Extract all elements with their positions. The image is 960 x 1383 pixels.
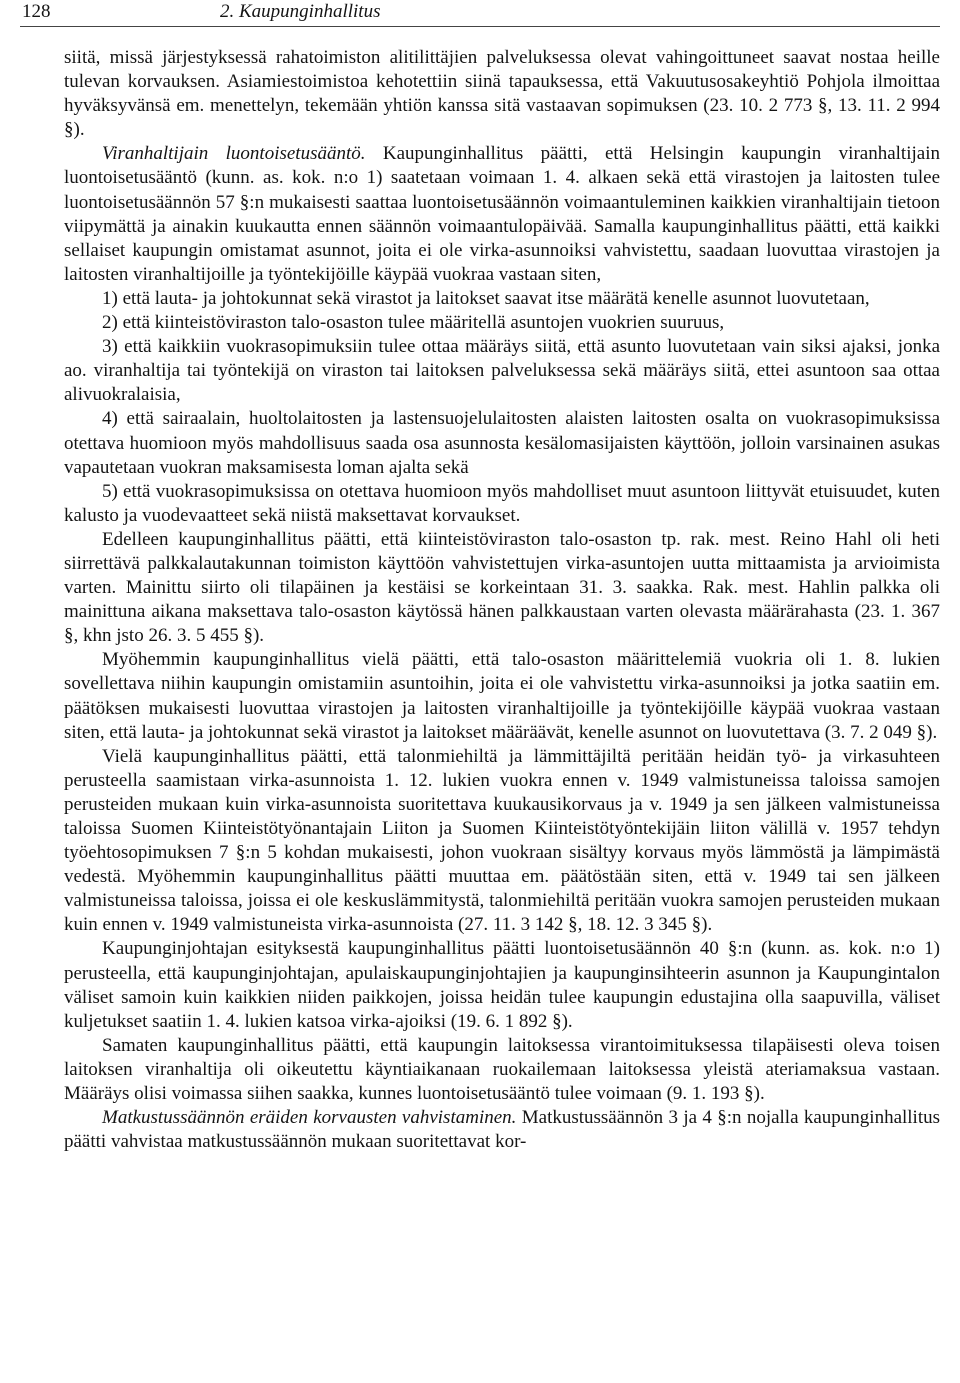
paragraph-text: 3) että kaikkiin vuokrasopimuksiin tulee ottaa määräys siitä, että asunto luovutetaan vain siksi ajaksi, jonka ao. viranhaltija tai työntekijä on viraston tai laitoksen palveluksessa sekä määräys siitä, ettei asuntoon saa ottaa alivuokralaisia,: [64, 336, 940, 406]
list-item: [64, 480, 940, 528]
paragraph: [64, 1106, 940, 1154]
paragraph: [64, 745, 940, 938]
list-item: [64, 287, 940, 311]
paragraph: [64, 528, 940, 648]
running-head: 2. Kaupunginhallitus: [220, 1, 381, 22]
page-header: [20, 0, 940, 27]
section-heading: Viranhaltijain luontoisetusääntö.: [102, 143, 366, 165]
paragraph-text: Myöhemmin kaupunginhallitus vielä päätti, että talo-osaston määrittelemiä vuokria oli 1. 8. lukien sovellettava niihin kaupungin omistamiin asuntoihin, joita ei ole vahvistettu virka-asunnoiksi ja jotka saatiin em. päätöksen mukaisesti luovuttaa virastojen ja laitosten viranhaltijoille ja työntekijöille käypää vuokraa vastaan siten, että lauta- ja johtokunnat sekä virastot ja laitokset määräävät, kenelle asunnot on luovutettava (3. 7. 2 049 §).: [64, 649, 940, 743]
paragraph: [64, 1034, 940, 1106]
paragraph-text: siitä, missä järjestyksessä rahatoimiston alitilittäjien palveluksessa olevat vahingoittuneet saavat nostaa heille tulevan korvauksen. Asiamiestoimistoa kehotettiin siinä tapauksessa, että Vakuutusosakeyhtiö Pohjola ilmoittaa hyväksyvänsä em. menettelyn, tekemään yhtiön kanssa sitä vastaavan sopimuksen (23. 10. 2 773 §, 13. 11. 2 994 §).: [64, 47, 940, 141]
section-heading: Matkustussäännön eräiden korvausten vahvistaminen.: [102, 1107, 517, 1129]
paragraph-text: Vielä kaupunginhallitus päätti, että talonmiehiltä ja lämmittäjiltä peritään heidän työ- ja virkasuhteen perusteella saamistaan virka-asunnoista 1. 12. lukien vuokra ennen v. 1949 valmistuneissa taloissa samojen perusteiden mukaan kuin virka-asunnoista suoritettava kuukausikorvaus ja v. 1949 ja sen jälkeen valmistuneissa taloissa Suomen Kiinteistötyönantajain Liiton ja Suomen Kiinteistötyöntekijäin liiton välillä v. 1957 tehdyn työehtosopimuksen 7 §:n 5 kohdan mukaisesti, johon vuokraan sisältyy korvaus myös lämmöstä ja lämpimästä vedestä. Myöhemmin kaupunginhallitus päätti muuttaa em. päätöstään siten, että v. 1949 tai sen jälkeen valmistuneissa taloissa, joissa ei ole keskuslämmitystä, talonmiehiltä peritään vuokra samojen perusteiden mukaan kuin ennen v. 1949 valmistuneista virka-asunnoista (27. 11. 3 142 §, 18. 12. 3 345 §).: [64, 745, 940, 936]
paragraph-text: Samaten kaupunginhallitus päätti, että kaupungin laitoksessa virantoimituksessa tilapäisesti oleva toisen laitoksen viranhaltija oli oikeutettu käyntiaikanaan ruokailemaan laitoksessa yleistä ateriamaksua vastaan. Määräys olisi voimassa siihen saakka, kunnes luontoisetusääntö tulee voimaan (9. 1. 193 §).: [64, 1034, 940, 1105]
paragraph: [64, 648, 940, 744]
paragraph-text: Edelleen kaupunginhallitus päätti, että kiinteistöviraston talo-osaston tp. rak. mest. Reino Hahl oli heti siirrettävä palkkalautakunnan toimiston käyttöön vahvistettujen virka-asuntojen uutta mittaamista ja arvioimista varten. Mainittu siirto oli tilapäinen ja kestäisi se korkeintaan 31. 3. saakka. Rak. mest. Hahlin palkka oli mainittuna aikana maksettava talo-osaston käytössä hänen palkkaustaan varten olevasta määrärahasta (23. 1. 367 §, khn jsto 26. 3. 5 455 §).: [64, 528, 940, 647]
body-text: [64, 46, 940, 1154]
list-item: [64, 335, 940, 407]
paragraph-text: Matkustussäännön 3 ja 4 §:n nojalla kaupunginhallitus päätti vahvistaa matkustussäännön mukaan suoritettavat kor-: [64, 1107, 941, 1153]
paragraph: [64, 937, 940, 1033]
paragraph: [64, 142, 940, 287]
page-number: 128: [22, 1, 51, 22]
paragraph: [64, 46, 940, 142]
paragraph-text: 1) että lauta- ja johtokunnat sekä virastot ja laitokset saavat itse määrätä kenelle asunnot luovutetaan,: [102, 287, 870, 309]
paragraph-text: 5) että vuokrasopimuksissa on otettava huomioon myös mahdolliset muut asuntoon liittyvät etuisuudet, kuten kalusto ja vuodevaatteet sekä niistä maksettavat korvaukset.: [64, 480, 940, 526]
paragraph-text: Kaupunginhallitus päätti, että Helsingin kaupungin viranhaltijain luontoisetusääntö (kunn. as. kok. n:o 1) saatetaan voimaan 1. 4. alkaen sekä että virastojen ja laitosten tulee luontoisetusäännön 57 §:n mukaisesti saattaa luontoisetusäännön voimaantuleminen kaikkien viranhaltijain tietoon viipymättä ja ainakin kuukautta ennen säännön voimaantulopäivää. Samalla kaupunginhallitus päätti, että kaikki sellaiset kaupungin omistamat asunnot, joita ei ole virka-asunnoiksi vahvistettu, saadaan luovuttaa virastojen ja laitosten viranhaltijoille ja työntekijöille käypää vuokraa vastaan siten,: [64, 143, 940, 285]
list-item: [64, 311, 940, 335]
list-item: [64, 407, 940, 479]
paragraph-text: Kaupunginjohtajan esityksestä kaupunginhallitus päätti luontoisetusäännön 40 §:n (kunn. as. kok. n:o 1) perusteella, että kaupunginjohtajan, apulaiskaupunginjohtajien ja kaupunginsihteerin asunnon ja Kaupungintalon väliset samoin kuin kaikkien niiden paikkojen, joissa heidän tulee kaupungin edustajina olla saapuvilla, väliset kuljetukset saatiin 1. 4. lukien katsoa virka-ajoiksi (19. 6. 1 892 §).: [64, 938, 940, 1032]
paragraph-text: 2) että kiinteistöviraston talo-osaston tulee määritellä asuntojen vuokrien suuruus,: [102, 312, 725, 334]
paragraph-text: 4) että sairaalain, huoltolaitosten ja lastensuojelulaitosten alaisten laitosten osalta on vuokrasopimuksissa otettava huomioon myös mahdollisuus saada osa asunnosta kesälomasijaisten käyttöön, jolloin varsinainen asukas vapautetaan vuokran maksamisesta loman ajalta sekä: [64, 408, 940, 478]
